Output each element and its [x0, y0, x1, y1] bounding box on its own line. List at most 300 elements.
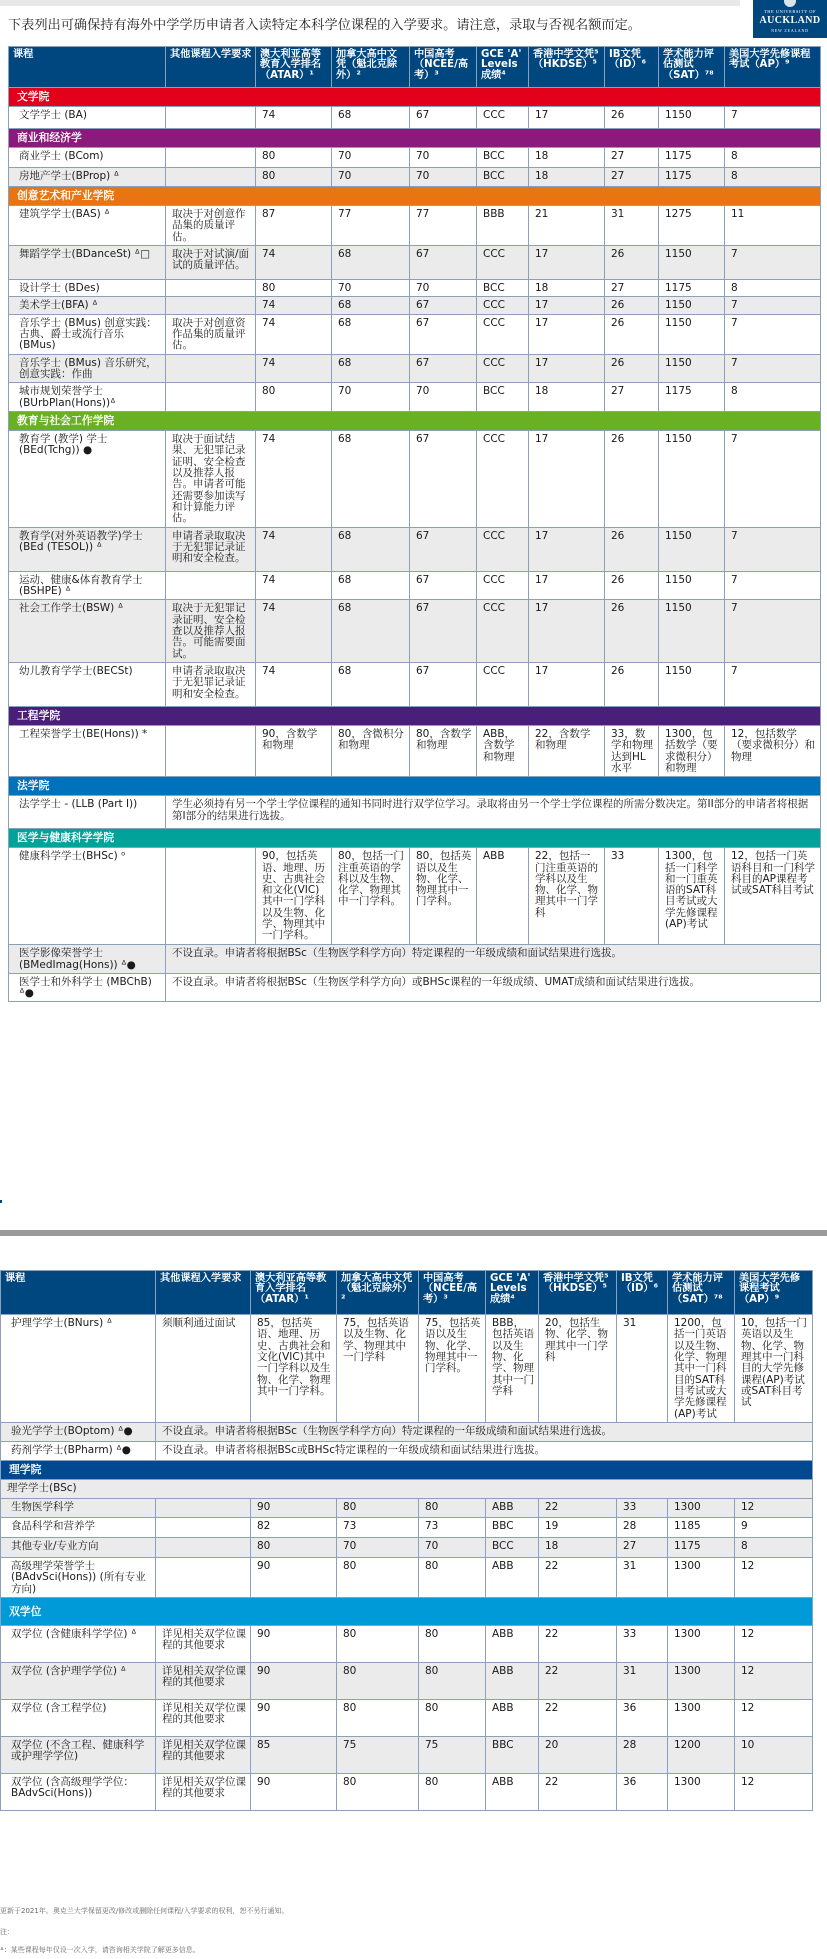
score-cell: 12 — [735, 1498, 813, 1517]
score-cell: 70 — [410, 383, 477, 412]
score-cell: 12 — [735, 1662, 813, 1699]
score-cell: 74 — [256, 297, 332, 314]
score-cell: 26 — [605, 600, 659, 663]
score-cell: 70 — [410, 279, 477, 296]
table-row — [9, 527, 821, 571]
column-header: GCE 'A' Levels成绩⁴ — [477, 47, 529, 88]
column-header: GCE 'A' Levels成绩⁴ — [486, 1271, 539, 1315]
score-cell: 8 — [725, 168, 821, 187]
score-cell: 7 — [725, 314, 821, 354]
score-cell: 80，包括一门注重英语的学科以及生物、化学、物理其中一门学科。 — [332, 848, 410, 945]
score-cell: 70 — [410, 168, 477, 187]
admission-note: 不设直录。申请者将根据BSc（生物医学科学方向）特定课程的一年级成绩和面试结果进行选拔。 — [156, 1422, 813, 1441]
score-cell: 1150 — [659, 354, 725, 383]
score-cell: 17 — [529, 107, 605, 129]
score-cell: 80，包括英语以及生物、化学、物理其中一门学科。 — [410, 848, 477, 945]
program-name: 商业学士 (BCom) — [9, 148, 166, 168]
score-cell: 67 — [410, 354, 477, 383]
score-cell: BCC — [477, 148, 529, 168]
footnote-update: 更新于2021年。奥克兰大学保留更改/修改或删除任何课程/入学要求的权利，恕不另行通知。 — [0, 1907, 289, 1915]
other-requirements: 申请者录取取决于无犯罪记录证明和安全检查。 — [166, 662, 256, 706]
table-row — [1, 1625, 813, 1662]
table-row — [9, 297, 821, 314]
score-cell: 80 — [256, 168, 332, 187]
score-cell: 68 — [332, 662, 410, 706]
score-cell: 74 — [256, 354, 332, 383]
program-name: 健康科学学士(BHSc) ᵒ — [9, 848, 166, 945]
faculty-name: 工程学院 — [9, 706, 821, 725]
program-name: 双学位 (不含工程、健康科学或护理学学位) — [1, 1736, 156, 1773]
score-cell: 67 — [410, 245, 477, 279]
score-cell: 12 — [735, 1557, 813, 1597]
table-row — [1, 1517, 813, 1537]
column-header: 学术能力评估测试（SAT）⁷⁸ — [668, 1271, 735, 1315]
score-cell: 12 — [735, 1699, 813, 1736]
score-cell: ABB — [486, 1625, 539, 1662]
score-cell: 80 — [337, 1662, 419, 1699]
other-requirements: 详见相关双学位课程的其他要求 — [156, 1625, 251, 1662]
other-requirements: 详见相关双学位课程的其他要求 — [156, 1699, 251, 1736]
score-cell: 1150 — [659, 662, 725, 706]
score-cell: 67 — [410, 600, 477, 663]
program-name: 城市规划荣誉学士 (BUrbPlan(Hons))ᐞ — [9, 383, 166, 412]
score-cell: 18 — [529, 383, 605, 412]
score-cell: 1300 — [668, 1773, 735, 1810]
column-header: IB文凭（ID）⁶ — [605, 47, 659, 88]
program-name: 双学位 (含护理学学位) ᐞ — [1, 1662, 156, 1699]
program-name: 建筑学学士(BAS) ᐞ — [9, 206, 166, 246]
column-header: 美国大学先修课程考试（AP）⁹ — [735, 1271, 813, 1315]
score-cell: 1300 — [668, 1557, 735, 1597]
score-cell: 18 — [529, 148, 605, 168]
table-row — [1, 1557, 813, 1597]
table-row — [1, 1699, 813, 1736]
table-row — [1, 1537, 813, 1557]
other-requirements — [166, 383, 256, 412]
table-row — [9, 945, 821, 974]
program-name: 验光学学士(BOptom) ᐞ● — [1, 1422, 156, 1441]
score-cell: 74 — [256, 107, 332, 129]
program-name: 教育学 (教学) 学士 (BEd(Tchg)) ● — [9, 430, 166, 527]
score-cell: 85，包括英语、地理、历史、古典社会和文化(VIC)其中一门学科以及生物、化学、物理其中一门学科。 — [251, 1315, 337, 1423]
other-requirements: 须顺利通过面试 — [156, 1315, 251, 1423]
score-cell: 70 — [332, 168, 410, 187]
score-cell: CCC — [477, 245, 529, 279]
other-requirements: 取决于对创意作品集的质量评估。 — [166, 206, 256, 246]
column-header: 中国高考（NCEE/高考）³ — [419, 1271, 486, 1315]
table-row — [9, 314, 821, 354]
score-cell: 1200，包括一门英语以及生物、化学、物理其中一门科目的SAT科目考试或大学先修课程(AP)考试 — [668, 1315, 735, 1423]
score-cell: 90 — [251, 1699, 337, 1736]
table-row — [9, 168, 821, 187]
score-cell: 87 — [256, 206, 332, 246]
score-cell: CCC — [477, 314, 529, 354]
score-cell: 1300，包括一门科学和一门重英语的SAT科目考试或大学先修课程(AP)考试 — [659, 848, 725, 945]
score-cell: 1150 — [659, 430, 725, 527]
admission-table-page-2 — [0, 1270, 813, 1811]
score-cell: 75 — [337, 1736, 419, 1773]
logo-line-1: THE UNIVERSITY OF — [763, 9, 817, 14]
score-cell: 67 — [410, 430, 477, 527]
score-cell: 33 — [617, 1498, 668, 1517]
score-cell: 70 — [332, 279, 410, 296]
score-cell: 27 — [605, 383, 659, 412]
program-name: 美术学士(BFA) ᐞ — [9, 297, 166, 314]
logo-line-3: NEW ZEALAND — [771, 28, 809, 33]
score-cell: 1185 — [668, 1517, 735, 1537]
table-row — [9, 796, 821, 829]
score-cell: 1300 — [668, 1498, 735, 1517]
faculty-section-header — [1, 1597, 813, 1625]
other-requirements: 取决于面试结果、无犯罪记录证明、安全检查以及推荐人报告。申请者可能还需要参加读写和计算能力评估。 — [166, 430, 256, 527]
score-cell: 8 — [735, 1537, 813, 1557]
score-cell: 17 — [529, 571, 605, 600]
score-cell: 26 — [605, 314, 659, 354]
faculty-name: 双学位 — [1, 1597, 813, 1625]
column-header: 课程 — [1, 1271, 156, 1315]
faculty-section-header — [9, 777, 821, 796]
score-cell: 1300 — [668, 1699, 735, 1736]
score-cell: 80 — [337, 1557, 419, 1597]
column-header: 香港中学文凭⁵（HKDSE）⁵ — [529, 47, 605, 88]
score-cell: 17 — [529, 245, 605, 279]
table-row — [9, 662, 821, 706]
faculty-name: 创意艺术和产业学院 — [9, 187, 821, 206]
program-name: 房地产学士(BProp) ᐞ — [9, 168, 166, 187]
score-cell: 33，数学和物理达到HL水平 — [605, 725, 659, 776]
score-cell: 67 — [410, 571, 477, 600]
score-cell: 74 — [256, 571, 332, 600]
score-cell: 1275 — [659, 206, 725, 246]
score-cell: 80 — [337, 1699, 419, 1736]
score-cell: 27 — [605, 168, 659, 187]
score-cell: 22，含数学和物理 — [529, 725, 605, 776]
score-cell: 1150 — [659, 107, 725, 129]
score-cell: 8 — [725, 279, 821, 296]
page-title-strip — [0, 0, 740, 12]
score-cell: 7 — [725, 662, 821, 706]
score-cell: 20 — [539, 1736, 617, 1773]
score-cell: BCC — [477, 383, 529, 412]
score-cell: 12，包括数学（要求微积分）和物理 — [725, 725, 821, 776]
table-row — [9, 107, 821, 129]
score-cell: BBC — [486, 1736, 539, 1773]
score-cell: 77 — [410, 206, 477, 246]
score-cell: 67 — [410, 314, 477, 354]
faculty-name: 法学院 — [9, 777, 821, 796]
score-cell: 19 — [539, 1517, 617, 1537]
score-cell: 82 — [251, 1517, 337, 1537]
logo-line-2: AUCKLAND — [759, 15, 821, 26]
table-row — [1, 1662, 813, 1699]
program-name: 药剂学学士(BPharm) ᐞ● — [1, 1441, 156, 1460]
score-cell: ABB — [486, 1557, 539, 1597]
score-cell: 80，含数学和物理 — [410, 725, 477, 776]
score-cell: 90 — [251, 1773, 337, 1810]
score-cell: 80 — [419, 1699, 486, 1736]
score-cell: 31 — [617, 1662, 668, 1699]
score-cell: 67 — [410, 662, 477, 706]
score-cell: 26 — [605, 354, 659, 383]
table-row — [9, 973, 821, 1002]
score-cell: 67 — [410, 297, 477, 314]
score-cell: 33 — [605, 848, 659, 945]
program-name: 生物医学科学 — [1, 1498, 156, 1517]
score-cell: CCC — [477, 571, 529, 600]
score-cell: 7 — [725, 245, 821, 279]
score-cell: 67 — [410, 527, 477, 571]
other-requirements — [166, 107, 256, 129]
table-row — [9, 206, 821, 246]
score-cell: 12 — [735, 1625, 813, 1662]
table-row — [9, 354, 821, 383]
score-cell: 7 — [725, 107, 821, 129]
score-cell: 7 — [725, 430, 821, 527]
score-cell: 74 — [256, 662, 332, 706]
score-cell: 80 — [419, 1557, 486, 1597]
score-cell: 26 — [605, 297, 659, 314]
score-cell: BBB — [477, 206, 529, 246]
table-row — [9, 600, 821, 663]
score-cell: 68 — [332, 571, 410, 600]
score-cell: 80 — [256, 148, 332, 168]
crest-icon — [784, 0, 796, 7]
table-row — [1, 1441, 813, 1460]
score-cell: 85 — [251, 1736, 337, 1773]
other-requirements: 取决于无犯罪记录证明、安全检查以及推荐人报告。可能需要面试。 — [166, 600, 256, 663]
score-cell: 36 — [617, 1773, 668, 1810]
score-cell: 1150 — [659, 314, 725, 354]
score-cell: 7 — [725, 600, 821, 663]
score-cell: 8 — [725, 383, 821, 412]
score-cell: 80 — [251, 1537, 337, 1557]
score-cell: 74 — [256, 314, 332, 354]
score-cell: 67 — [410, 107, 477, 129]
faculty-section-header — [9, 187, 821, 206]
score-cell: 80 — [256, 279, 332, 296]
other-requirements — [156, 1537, 251, 1557]
score-cell: 9 — [735, 1517, 813, 1537]
score-cell: ABB — [486, 1773, 539, 1810]
score-cell: 17 — [529, 297, 605, 314]
score-cell: 1175 — [659, 168, 725, 187]
score-cell: 80 — [419, 1498, 486, 1517]
other-requirements: 详见相关双学位课程的其他要求 — [156, 1736, 251, 1773]
score-cell: 75，包括英语以及生物、化学、物理其中一门学科。 — [419, 1315, 486, 1423]
score-cell: 68 — [332, 600, 410, 663]
score-cell: 70 — [332, 148, 410, 168]
score-cell: 10 — [735, 1736, 813, 1773]
score-cell: 90 — [251, 1557, 337, 1597]
other-requirements — [166, 571, 256, 600]
admission-table-page-1 — [8, 46, 821, 1002]
table-row — [9, 383, 821, 412]
column-header: 加拿大高中文凭（魁北克除外）² — [332, 47, 410, 88]
score-cell: 12，包括一门英语科目和一门科学科目的AP课程考试或SAT科目考试 — [725, 848, 821, 945]
score-cell: 7 — [725, 354, 821, 383]
score-cell: 7 — [725, 527, 821, 571]
score-cell: 68 — [332, 527, 410, 571]
score-cell: 1150 — [659, 600, 725, 663]
table-row — [1, 1422, 813, 1441]
column-header: 课程 — [9, 47, 166, 88]
score-cell: CCC — [477, 354, 529, 383]
faculty-section-header — [9, 129, 821, 148]
score-cell: CCC — [477, 662, 529, 706]
table-row — [9, 148, 821, 168]
other-requirements — [156, 1557, 251, 1597]
score-cell: 31 — [605, 206, 659, 246]
score-cell: CCC — [477, 527, 529, 571]
score-cell: 27 — [605, 148, 659, 168]
other-requirements — [166, 297, 256, 314]
score-cell: 74 — [256, 600, 332, 663]
other-requirements: 申请者录取取决于无犯罪记录证明和安全检查。 — [166, 527, 256, 571]
score-cell: BCC — [477, 279, 529, 296]
score-cell: 90 — [251, 1498, 337, 1517]
program-name: 工程荣誉学士(BE(Hons)) * — [9, 725, 166, 776]
faculty-section-header — [9, 88, 821, 107]
program-name: 音乐学士 (BMus) 音乐研究，创意实践：作曲 — [9, 354, 166, 383]
score-cell: 17 — [529, 662, 605, 706]
score-cell: 80 — [256, 383, 332, 412]
program-name: 设计学士 (BDes) — [9, 279, 166, 296]
score-cell: 80，含微积分和物理 — [332, 725, 410, 776]
score-cell: ABB — [486, 1662, 539, 1699]
program-name: 音乐学士 (BMus) 创意实践：古典、爵士或流行音乐 (BMus) — [9, 314, 166, 354]
column-header: 中国高考（NCEE/高考）³ — [410, 47, 477, 88]
score-cell: 17 — [529, 600, 605, 663]
table-row — [9, 245, 821, 279]
score-cell: ABB — [486, 1498, 539, 1517]
other-requirements: 取决于对试演/面试的质量评估。 — [166, 245, 256, 279]
score-cell: 22，包括一门注重英语的学科以及生物、化学、物理其中一门学科 — [529, 848, 605, 945]
column-header: 加拿大高中文凭（魁北克除外）² — [337, 1271, 419, 1315]
score-cell: 1200 — [668, 1736, 735, 1773]
score-cell: ABB — [477, 848, 529, 945]
admission-note: 不设直录。申请者将根据BSc或BHSc特定课程的一年级成绩和面试结果进行选拔。 — [156, 1441, 813, 1460]
score-cell: 12 — [735, 1773, 813, 1810]
score-cell: 75 — [419, 1736, 486, 1773]
faculty-section-header — [9, 411, 821, 430]
faculty-section-header — [1, 1460, 813, 1479]
score-cell: 22 — [539, 1662, 617, 1699]
table-row — [9, 279, 821, 296]
score-cell: 31 — [617, 1315, 668, 1423]
margin-mark — [0, 1200, 2, 1203]
table-row — [1, 1315, 813, 1423]
score-cell: 73 — [419, 1517, 486, 1537]
score-cell: 68 — [332, 354, 410, 383]
faculty-name: 教育与社会工作学院 — [9, 411, 821, 430]
score-cell: 26 — [605, 430, 659, 527]
program-name: 法学学士 - (LLB (Part I)) — [9, 796, 166, 829]
score-cell: 11 — [725, 206, 821, 246]
score-cell: CCC — [477, 107, 529, 129]
score-cell: 7 — [725, 571, 821, 600]
score-cell: 1150 — [659, 245, 725, 279]
program-name: 幼儿教育学学士(BECSt) — [9, 662, 166, 706]
program-name: 舞蹈学学士(BDanceSt) ᐞ□ — [9, 245, 166, 279]
score-cell: 22 — [539, 1773, 617, 1810]
other-requirements — [156, 1517, 251, 1537]
score-cell: 70 — [419, 1537, 486, 1557]
score-cell: 80 — [337, 1773, 419, 1810]
column-header: 澳大利亚高等教育入学排名（ATAR）¹ — [251, 1271, 337, 1315]
other-requirements — [166, 168, 256, 187]
score-cell: 26 — [605, 662, 659, 706]
admission-note: 不设直录。申请者将根据BSc（生物医学科学方向）特定课程的一年级成绩和面试结果进行选拔。 — [166, 945, 821, 974]
score-cell: 80 — [419, 1662, 486, 1699]
score-cell: 22 — [539, 1699, 617, 1736]
score-cell: 68 — [332, 297, 410, 314]
sub-section-row — [1, 1479, 813, 1498]
table-row — [9, 571, 821, 600]
other-requirements: 详见相关双学位课程的其他要求 — [156, 1662, 251, 1699]
score-cell: 1175 — [668, 1537, 735, 1557]
program-name: 高级理学荣誉学士 (BAdvSci(Hons)) (所有专业方向) — [1, 1557, 156, 1597]
score-cell: 26 — [605, 107, 659, 129]
score-cell: 90 — [251, 1625, 337, 1662]
program-name: 双学位 (含高级理学学位：BAdvSci(Hons)) — [1, 1773, 156, 1810]
page-divider — [0, 1230, 827, 1236]
intro-text: 下表列出可确保持有海外中学学历申请者入读特定本科学位课程的入学要求。请注意，录取与否视名额而定。 — [8, 18, 641, 33]
score-cell: 20，包括生物、化学、物理其中一门学科 — [539, 1315, 617, 1423]
score-cell: 68 — [332, 245, 410, 279]
other-requirements — [166, 725, 256, 776]
column-header: 美国大学先修课程考试（AP）⁹ — [725, 47, 821, 88]
score-cell: 80 — [419, 1625, 486, 1662]
score-cell: 21 — [529, 206, 605, 246]
score-cell: 1150 — [659, 571, 725, 600]
program-name: 护理学学士(BNurs) ᐞ — [1, 1315, 156, 1423]
score-cell: 1150 — [659, 297, 725, 314]
other-requirements — [166, 354, 256, 383]
score-cell: 1300 — [668, 1625, 735, 1662]
score-cell: 90，包括英语、地理、历史、古典社会和文化(VIC)其中一门学科以及生物、化学、物理其中一门学科。 — [256, 848, 332, 945]
score-cell: 17 — [529, 314, 605, 354]
score-cell: 1300 — [668, 1662, 735, 1699]
program-name: 医学影像荣誉学士 (BMedImag(Hons)) ᐞ● — [9, 945, 166, 974]
score-cell: 70 — [337, 1537, 419, 1557]
table-row — [1, 1736, 813, 1773]
score-cell: 26 — [605, 527, 659, 571]
score-cell: 68 — [332, 430, 410, 527]
score-cell: 27 — [617, 1537, 668, 1557]
faculty-section-header — [9, 706, 821, 725]
score-cell: 90 — [251, 1662, 337, 1699]
score-cell: 73 — [337, 1517, 419, 1537]
faculty-name: 理学院 — [1, 1460, 813, 1479]
score-cell: 68 — [332, 107, 410, 129]
score-cell: 74 — [256, 245, 332, 279]
university-logo — [753, 0, 827, 38]
score-cell: 17 — [529, 430, 605, 527]
admission-note: 不设直录。申请者将根据BSc（生物医学科学方向）或BHSc课程的一年级成绩、UMAT成绩和面试结果进行选拔。 — [166, 973, 821, 1002]
program-name: 社会工作学士(BSW) ᐞ — [9, 600, 166, 663]
score-cell: 18 — [539, 1537, 617, 1557]
score-cell: 26 — [605, 245, 659, 279]
score-cell: 1150 — [659, 527, 725, 571]
score-cell: 75，包括英语以及生物、化学、物理其中一门学科 — [337, 1315, 419, 1423]
other-requirements: 详见相关双学位课程的其他要求 — [156, 1773, 251, 1810]
score-cell: CCC — [477, 600, 529, 663]
table-row — [1, 1773, 813, 1810]
other-requirements — [166, 148, 256, 168]
column-header: 澳大利亚高等教育入学排名（ATAR）¹ — [256, 47, 332, 88]
table-row — [9, 430, 821, 527]
score-cell: 18 — [529, 279, 605, 296]
